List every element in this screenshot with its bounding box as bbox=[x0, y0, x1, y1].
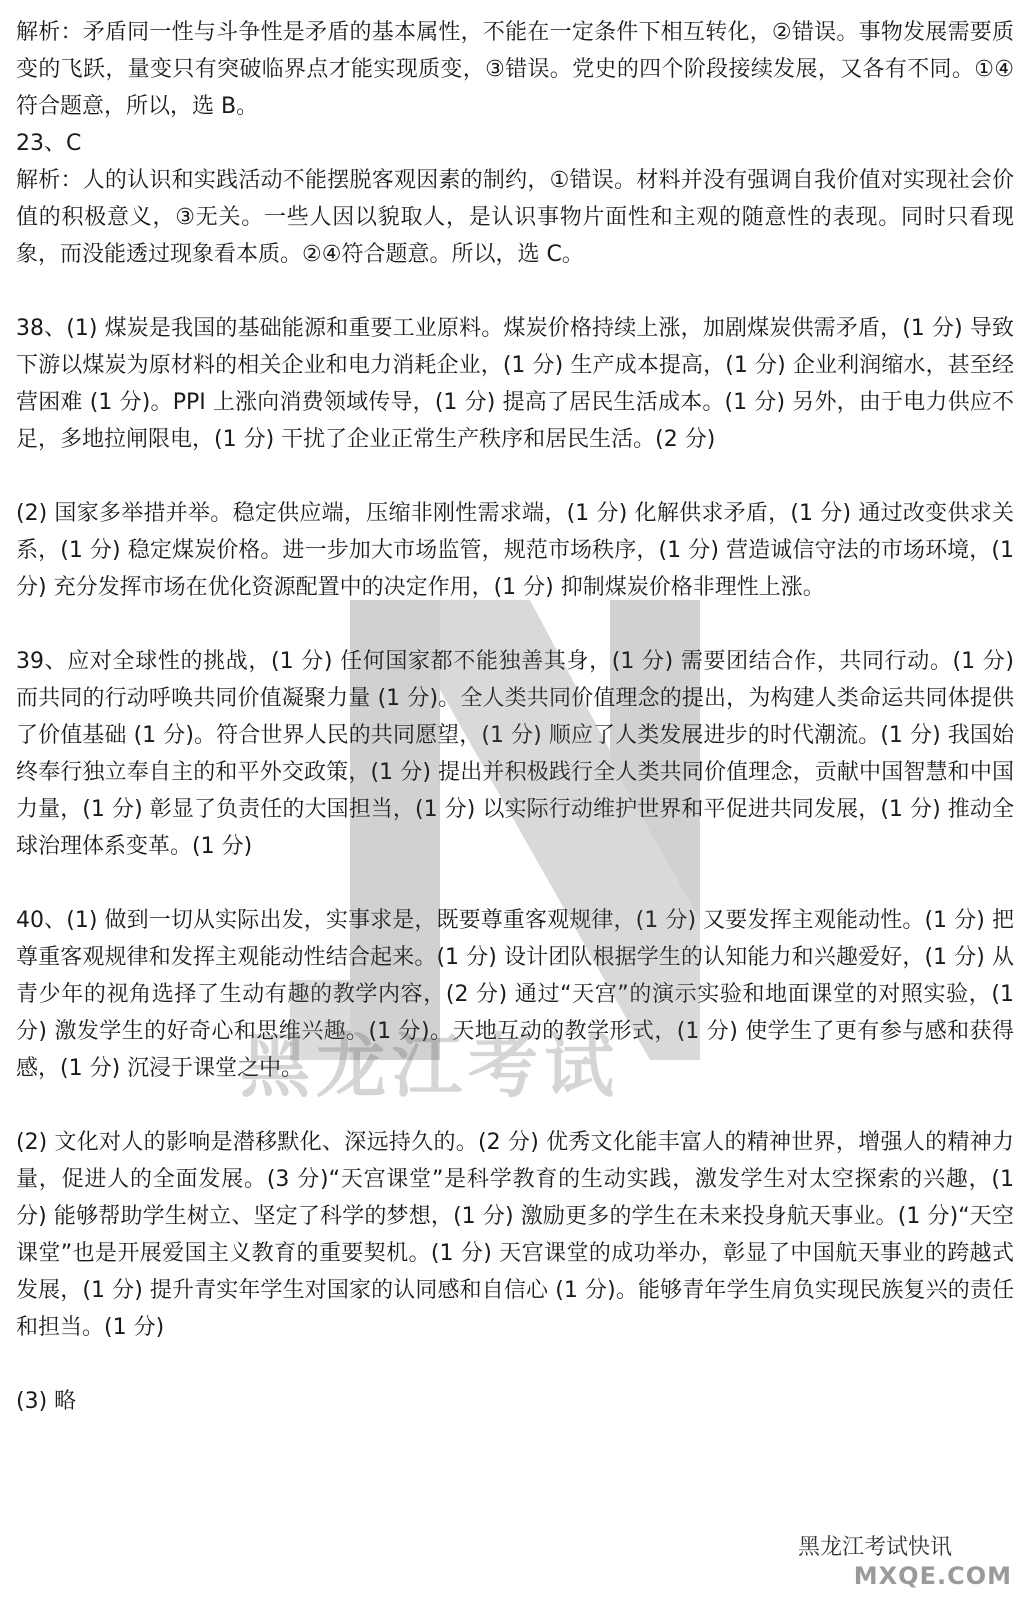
wechat-account-label: 黑龙江考试快讯 bbox=[798, 1535, 953, 1560]
spacer bbox=[16, 865, 1014, 902]
spacer bbox=[16, 273, 1014, 310]
spacer bbox=[16, 1087, 1014, 1124]
paragraph-analysis-23: 解析：人的认识和实践活动不能摆脱客观因素的制约，①错误。材料并没有强调自我价值对实现社会价值的积极意义，③无关。一些人因以貌取人，是认识事物片面性和主观的随意性的表现。同时只看现象，而没能透过现象看本质。②④符合题意。所以，选 C。 bbox=[16, 168, 1014, 267]
watermark-text: 黑龙江考试 bbox=[240, 1025, 620, 1107]
answer-38-1: 38、(1) 煤炭是我国的基础能源和重要工业原料。煤炭价格持续上涨，加剧煤炭供需矛盾，(1 分) 导致下游以煤炭为原材料的相关企业和电力消耗企业，(1 分) 生产成本提高，(1 分) 企业利润缩水，甚至经营困难 (1 分)。PPI 上涨向消费领域传导，(1 分) 提高了居民生活成本。(1 分) 另外，由于电力供应不足，多地拉闸限电，(1 分) 干扰了企业正常生产秩序和居民生活。(2 分) bbox=[16, 316, 1014, 452]
answer-39: 39、应对全球性的挑战，(1 分) 任何国家都不能独善其身，(1 分) 需要团结合作，共同行动。(1 分) 而共同的行动呼唤共同价值凝聚力量 (1 分)。全人类共同价值理念的提出，为构建人类命运共同体提供了价值基础 (1 分)。符合世界人民的共同愿望，(1 分) 顺应了人类发展进步的时代潮流。(1 分) 我国始终奉行独立奉自主的和平外交政策，(1 分) 提出并积极践行全人类共同价值理念，贡献中国智慧和中国力量，(1 分) 彰显了负责任的大国担当，(1 分) 以实际行动维护世界和平促进共同发展，(1 分) 推动全球治理体系变革。(1 分) bbox=[16, 649, 1014, 859]
site-logo-text: MXQE.COM bbox=[853, 1562, 1012, 1590]
spacer bbox=[16, 1346, 1014, 1383]
spacer bbox=[16, 458, 1014, 495]
answer-40-1: 40、(1) 做到一切从实际出发，实事求是，既要尊重客观规律，(1 分) 又要发挥主观能动性。(1 分) 把尊重客观规律和发挥主观能动性结合起来。(1 分) 设计团队根据学生的认知能力和兴趣爱好，(1 分) 从青少年的视角选择了生动有趣的教学内容，(2 分) 通过“天宫”的演示实验和地面课堂的对照实验，(1 分) 激发学生的好奇心和思维兴趣。(1 分)。天地互动的教学形式，(1 分) 使学生了更有参与感和获得感，(1 分) 沉浸于课堂之中。 bbox=[16, 908, 1014, 1081]
answer-40-2: (2) 文化对人的影响是潜移默化、深远持久的。(2 分) 优秀文化能丰富人的精神世界，增强人的精神力量，促进人的全面发展。(3 分)“天宫课堂”是科学教育的生动实践，激发学生对太空探索的兴趣，(1 分) 能够帮助学生树立、坚定了科学的梦想，(1 分) 激励更多的学生在未来投身航天事业。(1 分)“天空课堂”也是开展爱国主义教育的重要契机。(1 分) 天宫课堂的成功举办，彰显了中国航天事业的跨越式发展，(1 分) 提升青实年学生对国家的认同感和自信心 (1 分)。能够青年学生肩负实现民族复兴的责任和担当。(1 分) bbox=[16, 1130, 1014, 1340]
answer-23: 23、C bbox=[16, 131, 82, 156]
paragraph-analysis-22: 解析：矛盾同一性与斗争性是矛盾的基本属性，不能在一定条件下相互转化，②错误。事物发展需要质变的飞跃，量变只有突破临界点才能实现质变，③错误。党史的四个阶段接续发展，又各有不同。①④符合题意，所以，选 B。 bbox=[16, 20, 1014, 119]
spacer bbox=[16, 606, 1014, 643]
document-body bbox=[16, 14, 1014, 1420]
answer-40-3: (3) 略 bbox=[16, 1389, 77, 1414]
answer-38-2: (2) 国家多举措并举。稳定供应端，压缩非刚性需求端，(1 分) 化解供求矛盾，(1 分) 通过改变供求关系，(1 分) 稳定煤炭价格。进一步加大市场监管，规范市场秩序，(1 分) 营造诚信守法的市场环境，(1 分) 充分发挥市场在优化资源配置中的决定作用，(1 分) 抑制煤炭价格非理性上涨。 bbox=[16, 501, 1014, 600]
